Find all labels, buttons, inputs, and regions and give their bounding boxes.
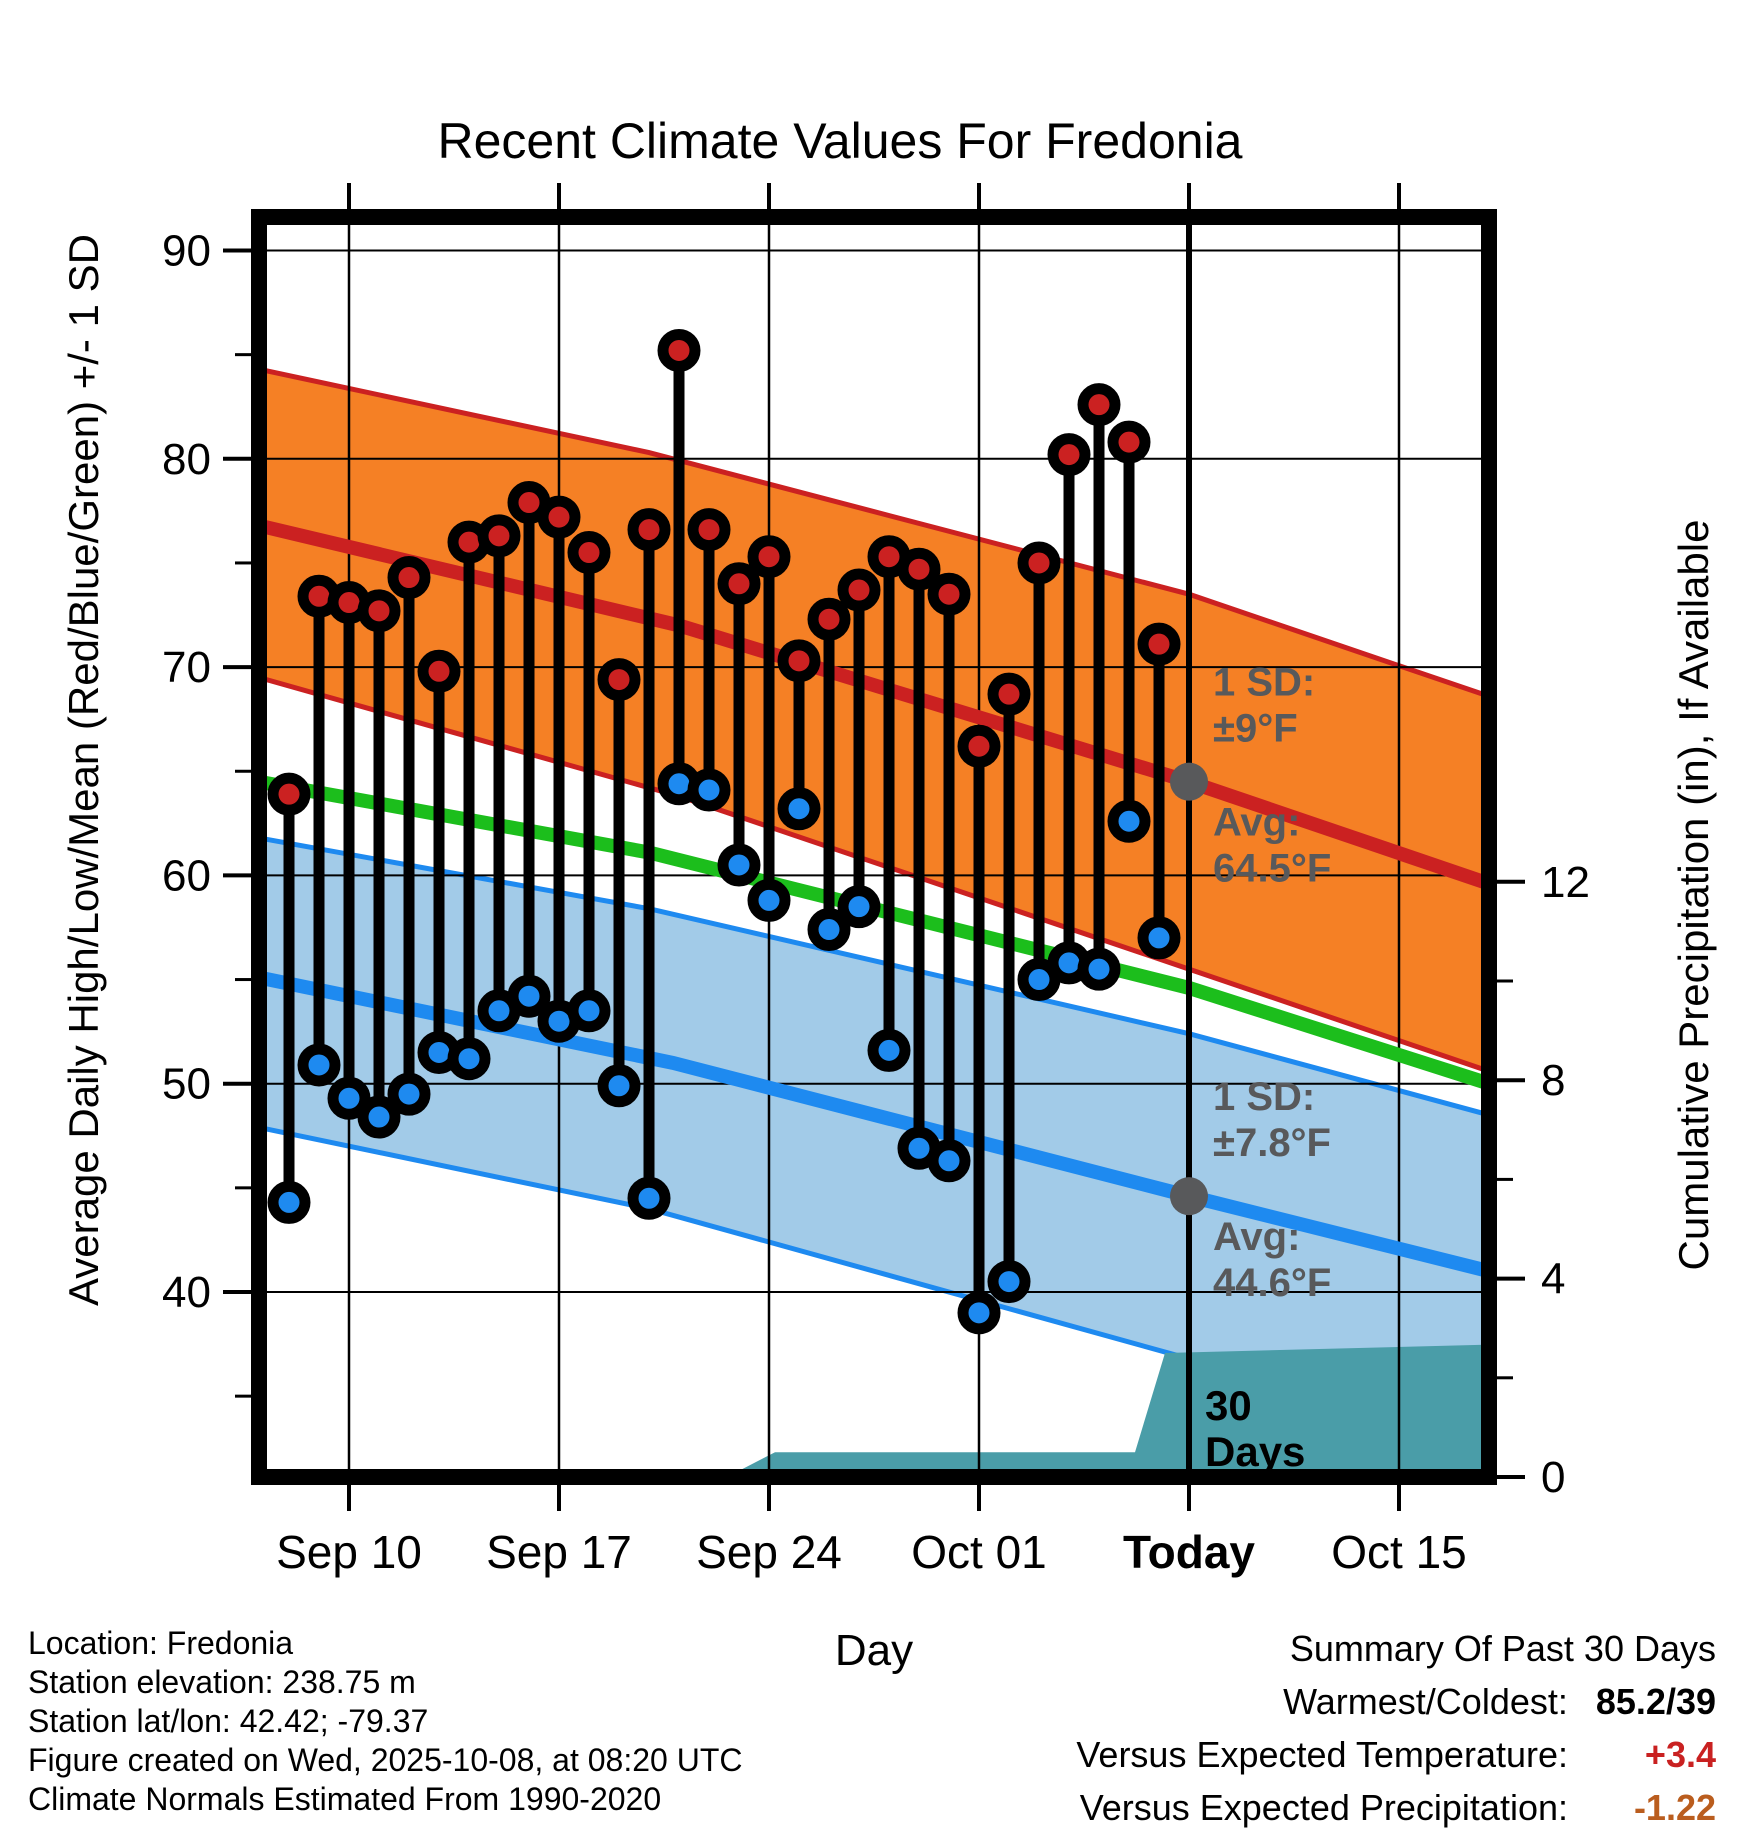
x-tick-label: Sep 10 bbox=[276, 1526, 422, 1578]
info-latlon: Station lat/lon: 42.42; -79.37 bbox=[28, 1703, 429, 1739]
y-left-tick-label: 70 bbox=[162, 643, 211, 693]
high-dot bbox=[573, 537, 605, 569]
low-dot bbox=[393, 1078, 425, 1110]
x-tick-label: Sep 24 bbox=[696, 1526, 842, 1578]
low-dot bbox=[603, 1070, 635, 1102]
x-tick-label: Oct 01 bbox=[911, 1526, 1047, 1578]
summary-title: Summary Of Past 30 Days bbox=[1289, 1628, 1716, 1669]
high-dot bbox=[633, 514, 665, 546]
high-dot bbox=[933, 578, 965, 610]
high-dot bbox=[423, 655, 455, 687]
low-dot bbox=[723, 849, 755, 881]
high-dot bbox=[1023, 547, 1055, 579]
low-dot bbox=[1143, 922, 1175, 954]
high-dot bbox=[723, 568, 755, 600]
low-dot bbox=[843, 891, 875, 923]
info-normals: Climate Normals Estimated From 1990-2020 bbox=[28, 1781, 662, 1817]
low-dot bbox=[1083, 953, 1115, 985]
summary-label: Versus Expected Precipitation: bbox=[1079, 1787, 1568, 1828]
summary-value: -1.22 bbox=[1633, 1787, 1716, 1828]
summary-value: 85.2/39 bbox=[1595, 1681, 1716, 1722]
x-axis-label: Day bbox=[834, 1626, 914, 1675]
svg-text:Days: Days bbox=[1205, 1428, 1306, 1475]
svg-text:30: 30 bbox=[1205, 1382, 1252, 1429]
high-dot bbox=[813, 603, 845, 635]
high-dot bbox=[363, 595, 395, 627]
info-elevation: Station elevation: 238.75 m bbox=[28, 1664, 416, 1700]
low-dot bbox=[273, 1186, 305, 1218]
y-left-tick-label: 40 bbox=[162, 1268, 211, 1317]
high-dot bbox=[603, 664, 635, 696]
high-dot bbox=[1053, 439, 1085, 471]
low-dot bbox=[933, 1145, 965, 1177]
low-dot bbox=[813, 914, 845, 946]
low-dot bbox=[993, 1266, 1025, 1298]
svg-text:±7.8°F: ±7.8°F bbox=[1213, 1121, 1331, 1166]
summary-label: Versus Expected Temperature: bbox=[1076, 1734, 1568, 1775]
summary-row-vs-temperature bbox=[1076, 1728, 1716, 1781]
y-right-tick-label: 0 bbox=[1541, 1453, 1566, 1502]
svg-text:Avg:: Avg: bbox=[1213, 800, 1301, 845]
low-dot bbox=[963, 1297, 995, 1329]
station-info-block bbox=[28, 1624, 742, 1819]
high-avg-marker bbox=[1170, 763, 1208, 801]
high-dot bbox=[783, 645, 815, 677]
low-dot bbox=[303, 1049, 335, 1081]
low-dot bbox=[513, 980, 545, 1012]
y-axis-left-label: Average Daily High/Low/Mean (Red/Blue/Green) +/- 1 SD bbox=[60, 234, 107, 1306]
high-dot bbox=[663, 334, 695, 366]
low-dot bbox=[1113, 805, 1145, 837]
high-dot bbox=[1083, 389, 1115, 421]
low-avg-marker bbox=[1170, 1177, 1208, 1215]
low-dot bbox=[453, 1043, 485, 1075]
summary-block bbox=[1076, 1622, 1716, 1828]
summary-value: +3.4 bbox=[1644, 1734, 1716, 1775]
y-left-tick-label: 60 bbox=[162, 851, 211, 901]
y-left-tick-label: 80 bbox=[162, 434, 211, 484]
low-dot bbox=[573, 995, 605, 1027]
svg-text:44.6°F: 44.6°F bbox=[1213, 1261, 1332, 1306]
summary-row-vs-precipitation bbox=[1076, 1781, 1716, 1828]
y-right-tick-label: 4 bbox=[1541, 1254, 1566, 1304]
x-tick-label: Oct 15 bbox=[1331, 1526, 1467, 1578]
high-dot bbox=[963, 730, 995, 762]
summary-label: Warmest/Coldest: bbox=[1283, 1681, 1568, 1722]
high-dot bbox=[993, 678, 1025, 710]
high-dot bbox=[393, 562, 425, 594]
low-dot bbox=[363, 1101, 395, 1133]
low-dot bbox=[693, 774, 725, 806]
svg-text:1 SD:: 1 SD: bbox=[1213, 660, 1316, 705]
summary-row-warmest-coldest bbox=[1076, 1675, 1716, 1728]
high-dot bbox=[1143, 628, 1175, 660]
y-right-tick-label: 8 bbox=[1541, 1056, 1566, 1106]
high-dot bbox=[903, 553, 935, 585]
high-dot bbox=[273, 778, 305, 810]
svg-text:Avg:: Avg: bbox=[1213, 1215, 1301, 1260]
high-dot bbox=[483, 520, 515, 552]
x-tick-label: Sep 17 bbox=[486, 1526, 632, 1578]
page-title: Recent Climate Values For Fredonia bbox=[437, 113, 1243, 169]
high-dot bbox=[753, 541, 785, 573]
y-right-tick-label: 12 bbox=[1541, 857, 1590, 907]
high-dot bbox=[1113, 426, 1145, 458]
high-dot bbox=[543, 501, 575, 533]
svg-text:1 SD:: 1 SD: bbox=[1213, 1075, 1316, 1120]
x-tick-label: Today bbox=[1122, 1526, 1256, 1578]
high-dot bbox=[843, 574, 875, 606]
info-created: Figure created on Wed, 2025-10-08, at 08:20 UTC bbox=[28, 1742, 743, 1778]
info-location: Location: Fredonia bbox=[28, 1625, 294, 1661]
high-dot bbox=[693, 514, 725, 546]
y-axis-right-label: Cumulative Precipitation (in), If Available bbox=[1670, 519, 1717, 1271]
y-left-tick-label: 90 bbox=[162, 226, 211, 276]
svg-text:±9°F: ±9°F bbox=[1213, 706, 1298, 751]
y-left-tick-label: 50 bbox=[162, 1059, 211, 1109]
svg-text:64.5°F: 64.5°F bbox=[1213, 846, 1332, 891]
low-dot bbox=[633, 1182, 665, 1214]
low-dot bbox=[873, 1034, 905, 1066]
low-dot bbox=[753, 884, 785, 916]
low-dot bbox=[783, 793, 815, 825]
